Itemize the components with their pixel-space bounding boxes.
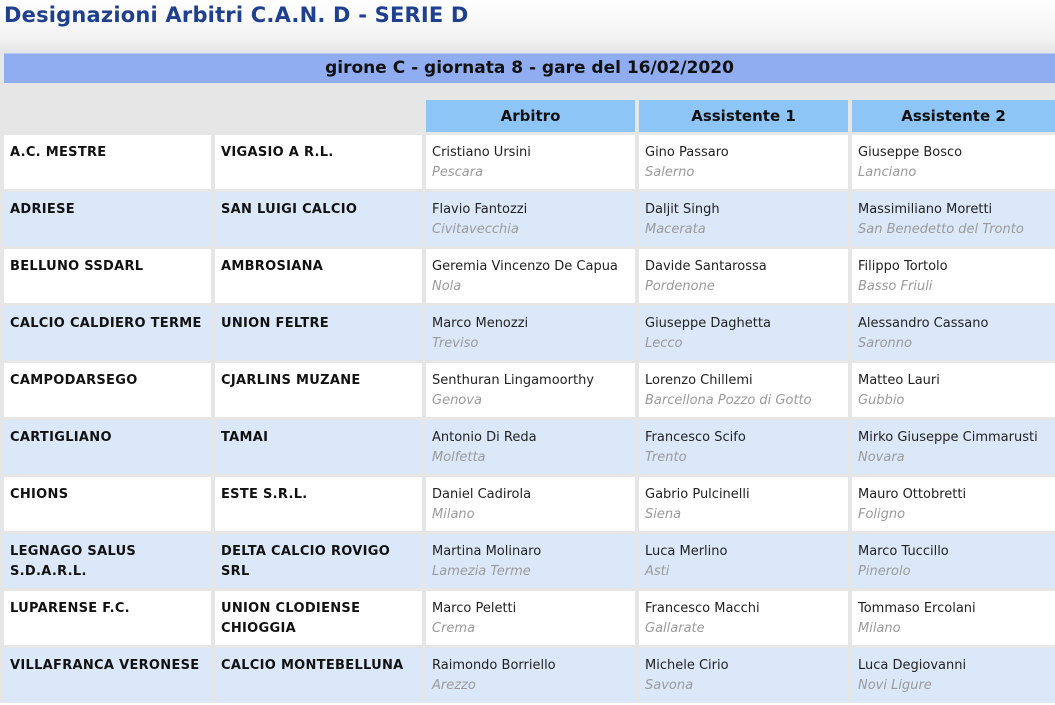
official-city: Civitavecchia	[432, 222, 519, 237]
home-team-name: CHIONS	[10, 487, 69, 502]
arbitro-cell	[426, 591, 635, 645]
official-city: Novara	[858, 450, 905, 465]
home-team-name: BELLUNO SSDARL	[10, 259, 144, 274]
official-city: San Benedetto del Tronto	[858, 222, 1024, 237]
away-team-name: TAMAI	[221, 430, 269, 445]
official-name: Gino Passaro	[645, 145, 729, 160]
page-title: Designazioni Arbitri C.A.N. D - SERIE D	[4, 3, 469, 27]
table-row	[4, 420, 1055, 474]
home-team-name: LUPARENSE F.C.	[10, 601, 130, 616]
home-team	[4, 306, 211, 360]
official-name: Flavio Fantozzi	[432, 202, 528, 217]
assistente-2-cell	[852, 477, 1055, 531]
home-team-name: CARTIGLIANO	[10, 430, 112, 445]
official-city: Pescara	[432, 165, 484, 180]
away-team	[215, 135, 422, 189]
official-city: Savona	[645, 678, 694, 693]
official-city: Lamezia Terme	[432, 564, 531, 579]
table-row	[4, 534, 1055, 588]
official-name: Francesco Scifo	[645, 430, 746, 445]
official-name: Michele Cirio	[645, 658, 729, 673]
assistente-2-cell	[852, 591, 1055, 645]
assistente-1-cell	[639, 192, 848, 246]
official-city: Milano	[432, 507, 475, 522]
assistente-2-cell	[852, 192, 1055, 246]
away-team	[215, 306, 422, 360]
official-city: Nola	[432, 279, 462, 294]
official-name: Daljit Singh	[645, 202, 720, 217]
official-city: Trento	[645, 450, 687, 465]
away-team-name: SAN LUIGI CALCIO	[221, 202, 358, 217]
official-name: Marco Menozzi	[432, 316, 529, 331]
official-name: Giuseppe Bosco	[858, 145, 963, 160]
official-city: Basso Friuli	[858, 279, 933, 294]
assistente-1-cell	[639, 477, 848, 531]
away-team-name: DELTA CALCIO ROVIGO SRL	[221, 544, 391, 579]
away-team	[215, 192, 422, 246]
official-name: Raimondo Borriello	[432, 658, 556, 673]
official-name: Antonio Di Reda	[432, 430, 537, 445]
official-name: Senthuran Lingamoorthy	[432, 373, 595, 388]
official-name: Filippo Tortolo	[858, 259, 948, 274]
home-team-name: ADRIESE	[10, 202, 75, 217]
header-assistente-1: Assistente 1	[639, 100, 848, 132]
official-city: Treviso	[432, 336, 479, 351]
assistente-2-cell	[852, 534, 1055, 588]
official-city: Macerata	[645, 222, 706, 237]
away-team-name: CALCIO MONTEBELLUNA	[221, 658, 404, 673]
official-city: Siena	[645, 507, 682, 522]
header-empty-away	[215, 100, 422, 132]
official-name: Matteo Lauri	[858, 373, 940, 388]
assistente-1-cell	[639, 363, 848, 417]
assistente-1-cell	[639, 135, 848, 189]
away-team	[215, 249, 422, 303]
round-header: girone C - giornata 8 - gare del 16/02/2020	[4, 53, 1055, 83]
assistente-1-cell	[639, 591, 848, 645]
table-row	[4, 249, 1055, 303]
home-team-name: CALCIO CALDIERO TERME	[10, 316, 202, 331]
away-team	[215, 534, 422, 588]
official-name: Cristiano Ursini	[432, 145, 531, 160]
official-city: Molfetta	[432, 450, 486, 465]
arbitro-cell	[426, 534, 635, 588]
assistente-2-cell	[852, 306, 1055, 360]
home-team	[4, 648, 211, 702]
away-team	[215, 420, 422, 474]
arbitro-cell	[426, 249, 635, 303]
table-row	[4, 363, 1055, 417]
home-team-name: A.C. MESTRE	[10, 145, 107, 160]
home-team	[4, 363, 211, 417]
assistente-2-cell	[852, 135, 1055, 189]
official-city: Pinerolo	[858, 564, 911, 579]
official-city: Crema	[432, 621, 476, 636]
table-header-row	[4, 100, 1055, 132]
official-city: Foligno	[858, 507, 906, 522]
official-name: Gabrio Pulcinelli	[645, 487, 750, 502]
home-team-name: LEGNAGO SALUS S.D.A.R.L.	[10, 544, 137, 579]
official-name: Luca Degiovanni	[858, 658, 967, 673]
table-row	[4, 192, 1055, 246]
designations-table	[4, 97, 1055, 705]
away-team-name: CJARLINS MUZANE	[221, 373, 361, 388]
assistente-1-cell	[639, 249, 848, 303]
home-team	[4, 534, 211, 588]
official-name: Giuseppe Daghetta	[645, 316, 771, 331]
away-team-name: UNION CLODIENSE CHIOGGIA	[221, 601, 361, 636]
official-name: Geremia Vincenzo De Capua	[432, 259, 618, 274]
table-row	[4, 135, 1055, 189]
home-team	[4, 249, 211, 303]
away-team	[215, 648, 422, 702]
official-city: Milano	[858, 621, 901, 636]
official-city: Gubbio	[858, 393, 905, 408]
official-city: Asti	[645, 564, 670, 579]
arbitro-cell	[426, 363, 635, 417]
header-assistente-2: Assistente 2	[852, 100, 1055, 132]
official-city: Genova	[432, 393, 482, 408]
table-row	[4, 477, 1055, 531]
official-name: Lorenzo Chillemi	[645, 373, 753, 388]
away-team-name: UNION FELTRE	[221, 316, 329, 331]
away-team	[215, 591, 422, 645]
assistente-1-cell	[639, 306, 848, 360]
official-city: Lecco	[645, 336, 683, 351]
official-name: Mauro Ottobretti	[858, 487, 967, 502]
away-team-name: AMBROSIANA	[221, 259, 324, 274]
assistente-2-cell	[852, 249, 1055, 303]
official-name: Massimiliano Moretti	[858, 202, 993, 217]
away-team	[215, 363, 422, 417]
official-city: Barcellona Pozzo di Gotto	[645, 393, 812, 408]
official-city: Novi Ligure	[858, 678, 932, 693]
official-name: Alessandro Cassano	[858, 316, 989, 331]
home-team-name: VILLAFRANCA VERONESE	[10, 658, 200, 673]
official-name: Luca Merlino	[645, 544, 728, 559]
official-name: Davide Santarossa	[645, 259, 767, 274]
table-row	[4, 306, 1055, 360]
arbitro-cell	[426, 420, 635, 474]
arbitro-cell	[426, 192, 635, 246]
official-name: Daniel Cadirola	[432, 487, 532, 502]
away-team-name: ESTE S.R.L.	[221, 487, 308, 502]
table-row	[4, 648, 1055, 702]
assistente-2-cell	[852, 363, 1055, 417]
assistente-2-cell	[852, 648, 1055, 702]
official-city: Pordenone	[645, 279, 715, 294]
header-empty-home	[4, 100, 211, 132]
away-team-name: VIGASIO A R.L.	[221, 145, 334, 160]
home-team	[4, 477, 211, 531]
away-team	[215, 477, 422, 531]
assistente-2-cell	[852, 420, 1055, 474]
arbitro-cell	[426, 135, 635, 189]
official-city: Salerno	[645, 165, 695, 180]
arbitro-cell	[426, 477, 635, 531]
official-name: Tommaso Ercolani	[858, 601, 976, 616]
assistente-1-cell	[639, 534, 848, 588]
official-name: Martina Molinaro	[432, 544, 542, 559]
official-city: Lanciano	[858, 165, 917, 180]
arbitro-cell	[426, 306, 635, 360]
home-team-name: CAMPODARSEGO	[10, 373, 138, 388]
arbitro-cell	[426, 648, 635, 702]
official-city: Gallarate	[645, 621, 705, 636]
official-city: Saronno	[858, 336, 912, 351]
official-name: Marco Tuccillo	[858, 544, 949, 559]
home-team	[4, 420, 211, 474]
home-team	[4, 192, 211, 246]
header-arbitro: Arbitro	[426, 100, 635, 132]
assistente-1-cell	[639, 648, 848, 702]
assistente-1-cell	[639, 420, 848, 474]
home-team	[4, 135, 211, 189]
official-name: Mirko Giuseppe Cimmarusti	[858, 430, 1038, 445]
official-name: Francesco Macchi	[645, 601, 760, 616]
official-city: Arezzo	[432, 678, 476, 693]
home-team	[4, 591, 211, 645]
official-name: Marco Peletti	[432, 601, 517, 616]
table-row	[4, 591, 1055, 645]
